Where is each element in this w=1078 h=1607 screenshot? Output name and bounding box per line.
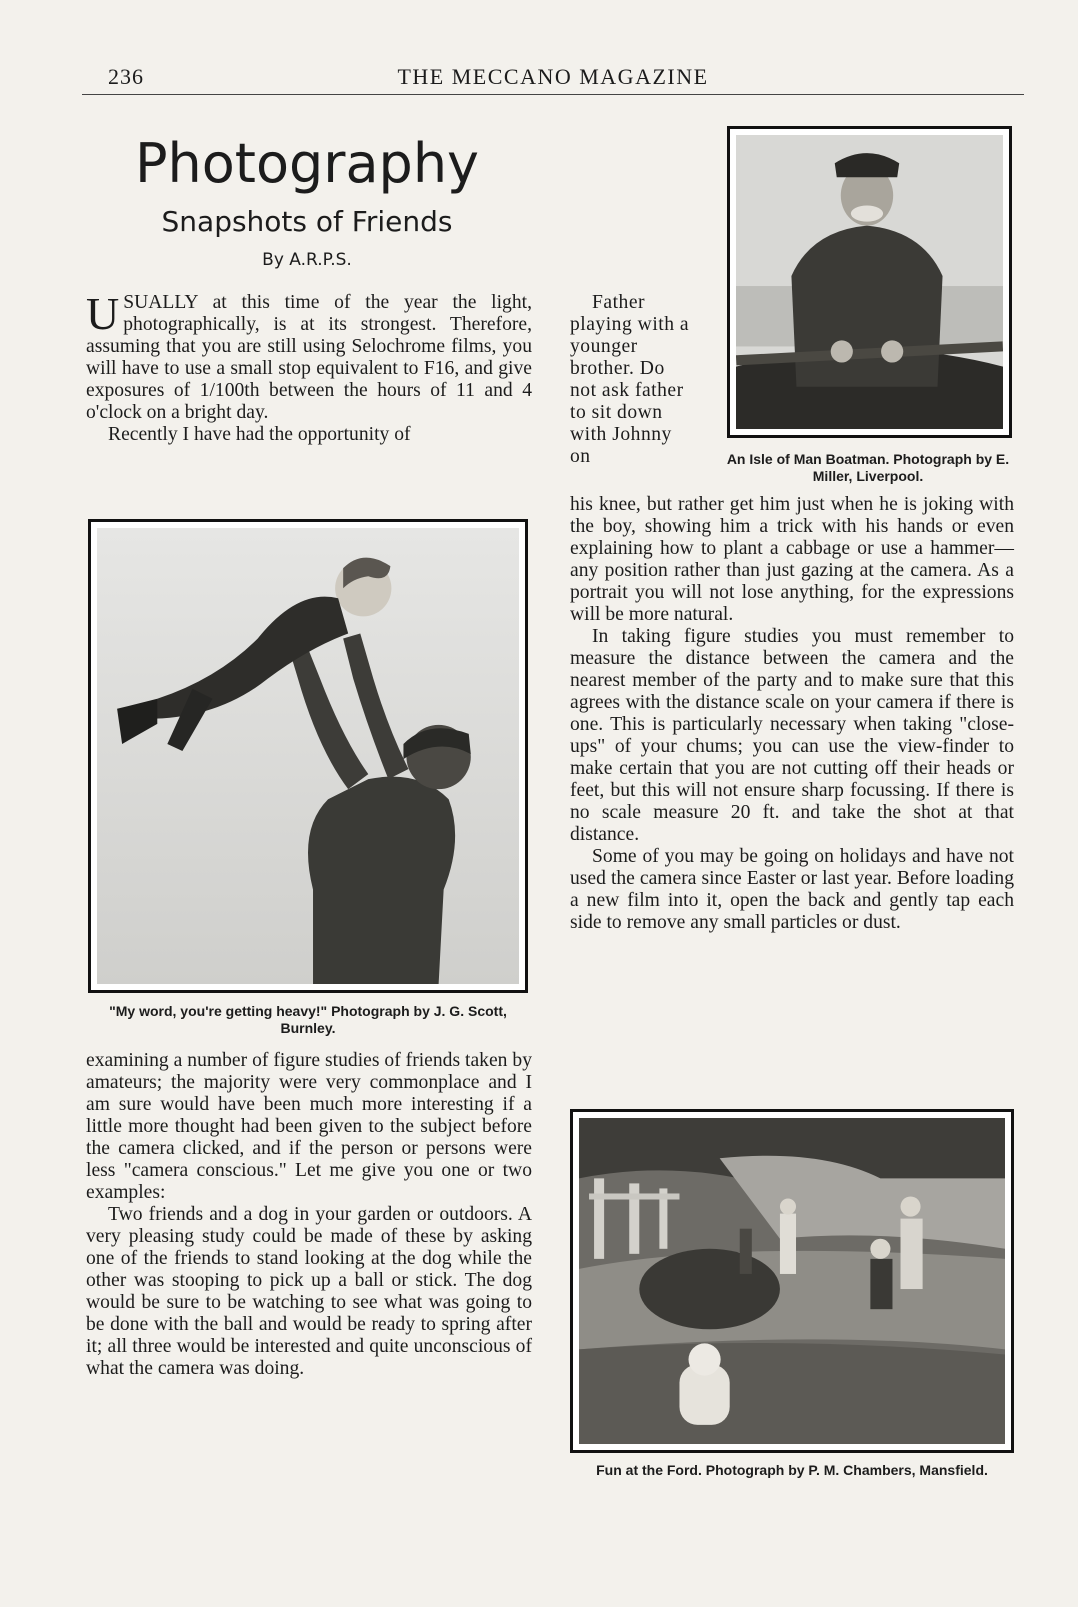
ford-caption: Fun at the Ford. Photograph by P. M. Chambers, Mansfield. xyxy=(596,1462,988,1478)
left-column-bottom xyxy=(86,1050,532,1380)
paragraph-6: Some of you may be going on holidays and have not used the camera since Easter or last year. Before loading a new film into it, open the back and gently tap each side to remove any small particles or dust. xyxy=(570,846,1014,933)
article-title: Photography xyxy=(134,132,480,195)
boatman-photo xyxy=(727,126,1012,438)
paragraph-3: Two friends and a dog in your garden or outdoors. A very pleasing study could be made of these by asking one of the friends to stand looking at the dog while the other was stooping to pick up a ball or stick. The dog would be sure to be watching to see what was going to be done with the ball and would be ready to spring after it; all three would be interested and quite unconscious of what the camera was doing. xyxy=(86,1204,532,1379)
magazine-title: THE MECCANO MAGAZINE xyxy=(397,64,709,89)
article-byline: By A.R.P.S. xyxy=(262,250,352,270)
right-column-main xyxy=(570,494,1014,934)
article-subtitle: Snapshots of Friends xyxy=(161,205,453,238)
paragraph-5: In taking figure studies you must remember to measure the distance between the camera and the nearest member of the party and to make sure that this agrees with the distance scale on your camera if there is one. This is particularly necessary when taking "close-ups" of your chums; you can use the view-finder to make certain that you are not cutting off their heads or feet, but this will not ensure sharp focussing. If there is no scale measure 20 ft. and take the shot at that distance. xyxy=(570,626,1014,845)
page-number: 236 xyxy=(108,64,144,89)
boatman-photo-image xyxy=(736,135,1003,429)
boatman-caption: An Isle of Man Boatman. Photograph by E. Miller, Liverpool. xyxy=(726,451,1010,484)
paragraph-2-continued: examining a number of figure studies of friends taken by amateurs; the majority were very commonplace and I am sure would have been much more interesting if a little more thought had been given to the subject before the camera clicked, and if the person or persons were less "camera conscious." Let me give you one or two examples: xyxy=(86,1050,532,1203)
paragraph-1: USUALLY at this time of the year the light, photographically, is at its strongest. Therefore, assuming that you are still using Selochrome films, you will have to use a small stop equivalent to F16, and give exposures of 1/100th between the hours of 11 and 4 o'clock on a bright day. xyxy=(86,288,532,423)
paragraph-4-continued: his knee, but rather get him just when he is joking with the boy, showing him a trick with his hands or even explaining how to plant a cabbage or use a hammer—any position rather than just gazing at the camera. As a portrait you will not lose anything, for the expressions will be more natural. xyxy=(570,494,1014,625)
left-column-top xyxy=(86,288,532,446)
father-child-caption: "My word, you're getting heavy!" Photograph by J. G. Scott, Burnley. xyxy=(109,1003,507,1036)
paragraph-2-start: Recently I have had the opportunity of xyxy=(108,424,411,445)
ford-photo xyxy=(570,1109,1014,1453)
paragraph-4-start: Father playing with a younger brother. Do not ask father to sit down with Johnny on xyxy=(570,292,690,467)
father-child-photo xyxy=(88,519,528,993)
drop-cap: U xyxy=(86,288,120,339)
running-head xyxy=(82,64,1024,95)
father-child-photo-image xyxy=(97,528,519,984)
ford-photo-image xyxy=(579,1118,1005,1444)
article-heading xyxy=(82,132,532,270)
right-column-narrow xyxy=(570,292,696,468)
